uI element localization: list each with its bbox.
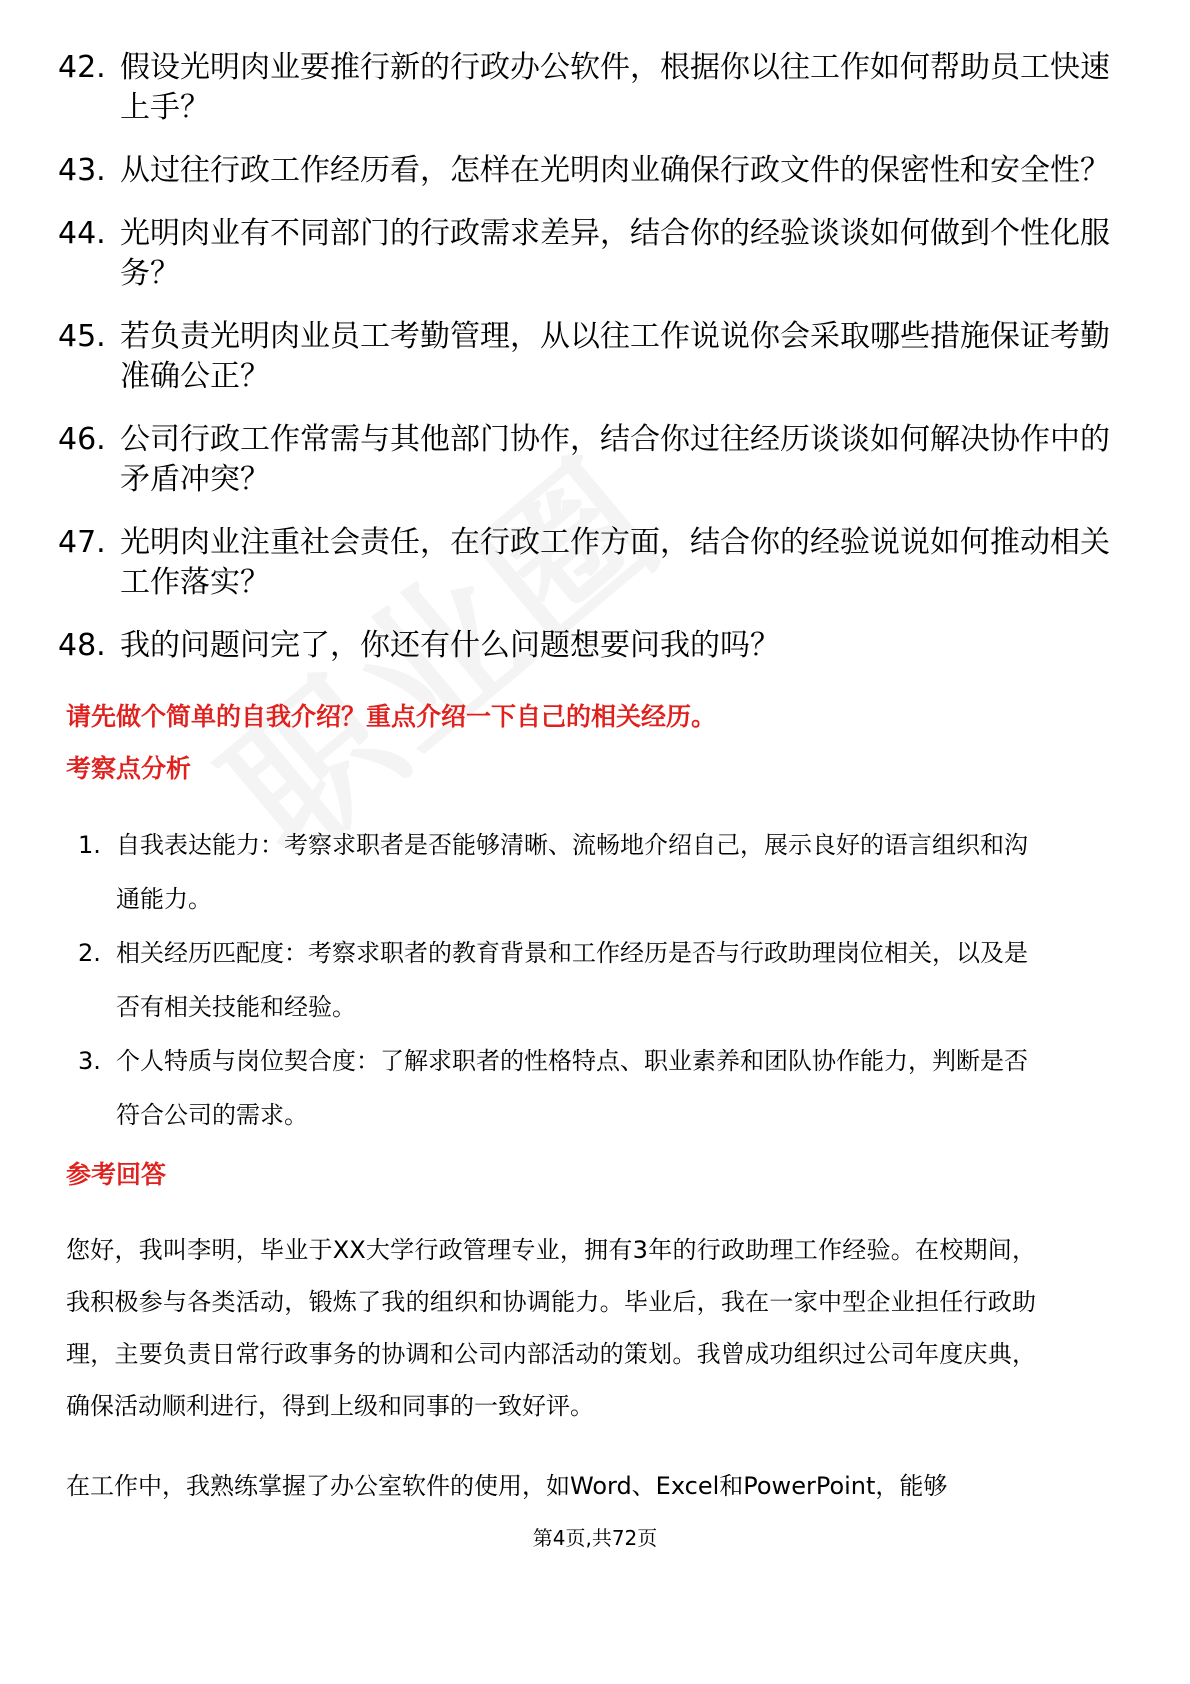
analysis-item xyxy=(78,926,1048,1034)
analysis-number: 2. xyxy=(78,939,101,967)
question-number: 45. xyxy=(58,319,106,354)
answer-paragraph: 您好，我叫李明，毕业于XX大学行政管理专业，拥有3年的行政助理工作经验。在校期间，我积极参与各类活动，锻炼了我的组织和协调能力。毕业后，我在一家中型企业担任行政助理，主要负责日常行政事务的协调和公司内部活动的策划。我曾成功组织过公司年度庆典，确保活动顺利进行，得到上级和同事的一致好评。 xyxy=(66,1236,1036,1420)
analysis-number: 3. xyxy=(78,1047,101,1075)
question-item xyxy=(58,214,1138,294)
analysis-text: 自我表达能力：考察求职者是否能够清晰、流畅地介绍自己，展示良好的语言组织和沟通能力。 xyxy=(116,831,1028,913)
analysis-text: 个人特质与岗位契合度：了解求职者的性格特点、职业素养和团队协作能力，判断是否符合公司的需求。 xyxy=(116,1047,1028,1129)
question-item xyxy=(58,151,1138,191)
question-list xyxy=(58,48,1138,689)
question-text: 我的问题问完了，你还有什么问题想要问我的吗？ xyxy=(120,628,780,663)
question-number: 47. xyxy=(58,525,106,560)
analysis-heading: 考察点分析 xyxy=(66,754,192,783)
question-text: 从过往行政工作经历看，怎样在光明肉业确保行政文件的保密性和安全性？ xyxy=(120,153,1110,188)
question-text: 光明肉业注重社会责任，在行政工作方面，结合你的经验说说如何推动相关工作落实？ xyxy=(120,525,1110,600)
question-item xyxy=(58,523,1138,603)
question-item xyxy=(58,48,1138,128)
question-item xyxy=(58,626,1138,666)
question-text: 光明肉业有不同部门的行政需求差异，结合你的经验谈谈如何做到个性化服务？ xyxy=(120,216,1110,291)
question-number: 46. xyxy=(58,422,106,457)
question-item xyxy=(58,317,1138,397)
question-number: 44. xyxy=(58,216,106,251)
main-question-title: 请先做个简单的自我介绍？重点介绍一下自己的相关经历。 xyxy=(66,702,717,731)
analysis-item xyxy=(78,1034,1048,1142)
answer-paragraph: 在工作中，我熟练掌握了办公室软件的使用，如Word、Excel和PowerPoint，能够 xyxy=(66,1472,948,1500)
page-footer: 第4页,共72页 xyxy=(532,1526,658,1550)
analysis-item xyxy=(78,818,1048,926)
question-number: 43. xyxy=(58,153,106,188)
question-text: 假设光明肉业要推行新的行政办公软件，根据你以往工作如何帮助员工快速上手？ xyxy=(120,50,1110,125)
analysis-text: 相关经历匹配度：考察求职者的教育背景和工作经历是否与行政助理岗位相关，以及是否有相关技能和经验。 xyxy=(116,939,1028,1021)
question-number: 48. xyxy=(58,628,106,663)
question-text: 公司行政工作常需与其他部门协作，结合你过往经历谈谈如何解决协作中的矛盾冲突？ xyxy=(120,422,1110,497)
question-text: 若负责光明肉业员工考勤管理，从以往工作说说你会采取哪些措施保证考勤准确公正？ xyxy=(120,319,1110,394)
analysis-number: 1. xyxy=(78,831,101,859)
analysis-list xyxy=(78,818,1048,1142)
answer-heading: 参考回答 xyxy=(66,1160,167,1189)
question-number: 42. xyxy=(58,50,106,85)
question-item xyxy=(58,420,1138,500)
